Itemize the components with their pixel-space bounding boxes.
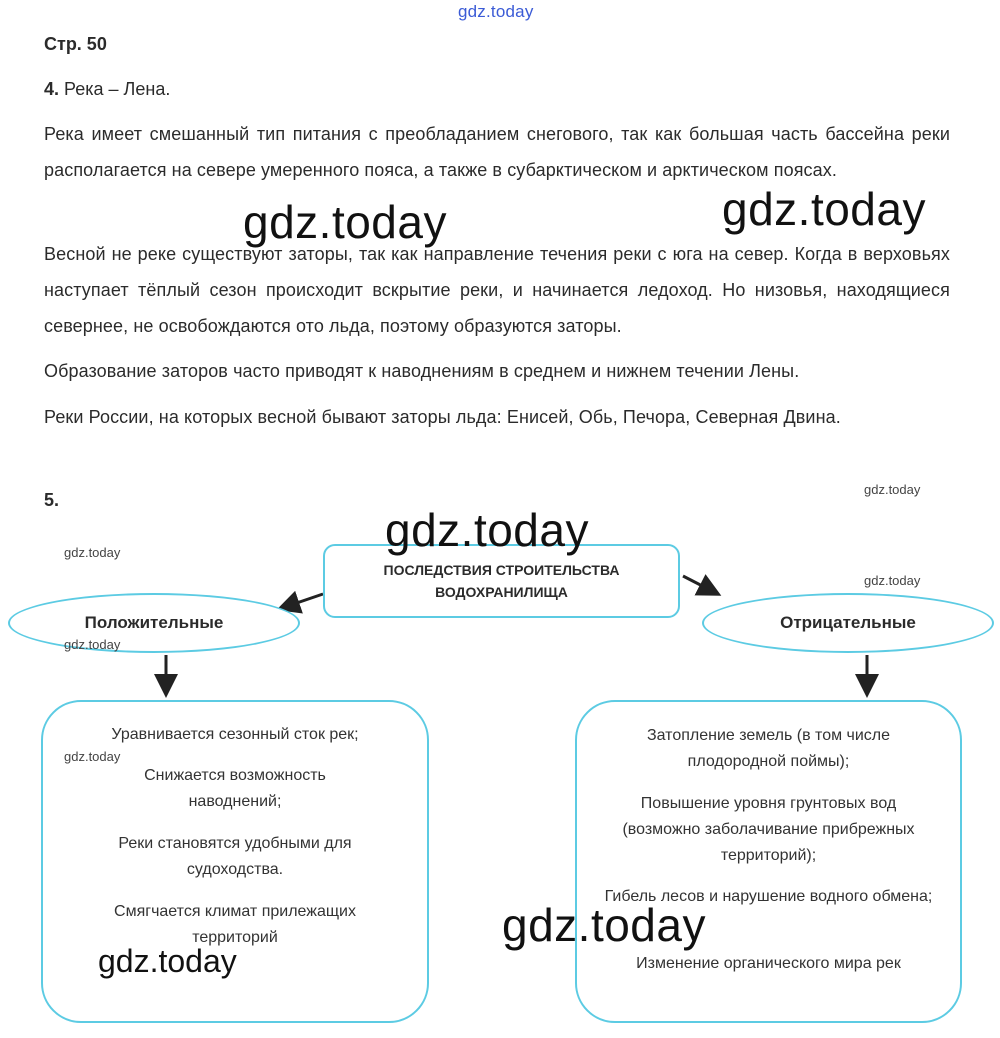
watermark: gdz.today <box>64 545 121 560</box>
negative-item: Повышение уровня грунтовых вод (возможно заболачивание прибрежных территорий); <box>622 795 915 864</box>
page-reference: Стр. 50 <box>44 34 107 54</box>
paragraph-rivers-list: Реки России, на которых весной бывают заторы льда: Енисей, Обь, Печора, Северная Двина. <box>44 407 841 427</box>
watermark: gdz.today <box>98 943 237 979</box>
negative-item: Затопление земель (в том числе плодородной поймы); <box>646 727 891 770</box>
paragraph-ice-jams: Весной не реке существуют заторы, так как направление течения реки с юга на север. Когда в верховьях наступает тёплый сезон происходит вскрытие реки, и начинается ледоход. Но низовья, находящиеся севернее, не освобождаются ото льда, поэтому образуются заторы. <box>44 244 950 336</box>
positive-item: Снижается возможность наводнений; <box>144 767 326 810</box>
paragraph-feeding-type: Река имеет смешанный тип питания с преобладанием снегового, так как большая часть бассейна реки располагается на севере умеренного пояса, а также в субарктическом и арктическом поясах. <box>44 124 950 180</box>
task-number: 4. <box>44 79 60 99</box>
watermark: gdz.today <box>502 899 706 951</box>
diagram-center-box: ПОСЛЕДСТВИЯ СТРОИТЕЛЬСТВА ВОДОХРАНИЛИЩА <box>323 544 680 618</box>
watermark: gdz.today <box>243 196 447 248</box>
watermark: gdz.today <box>64 749 121 764</box>
watermark: gdz.today <box>864 482 921 497</box>
watermark-top: gdz.today <box>458 2 534 21</box>
negative-oval: Отрицательные <box>702 593 994 653</box>
watermark: gdz.today <box>722 183 926 235</box>
positive-item: Реки становятся удобными для судоходства. <box>118 835 352 878</box>
arrow-to-negative <box>683 576 716 593</box>
negative-effects-card <box>575 700 962 1023</box>
watermark: gdz.today <box>864 573 921 588</box>
watermark: gdz.today <box>385 504 589 556</box>
negative-item: Изменение органического мира рек <box>636 955 901 972</box>
arrow-to-positive <box>282 594 323 608</box>
task-5-number: 5. <box>44 490 60 510</box>
paragraph-floods: Образование заторов часто приводят к наводнениям в среднем и нижнем течении Лены. <box>44 361 800 381</box>
positive-oval: Положительные <box>8 593 300 653</box>
negative-item: Гибель лесов и нарушение водного обмена; <box>604 888 933 905</box>
positive-item: Смягчается климат прилежащих территорий <box>114 903 356 946</box>
watermark: gdz.today <box>64 637 121 652</box>
positive-item: Уравнивается сезонный сток рек; <box>111 726 359 743</box>
answer-text: Река – Лена. <box>64 79 171 99</box>
